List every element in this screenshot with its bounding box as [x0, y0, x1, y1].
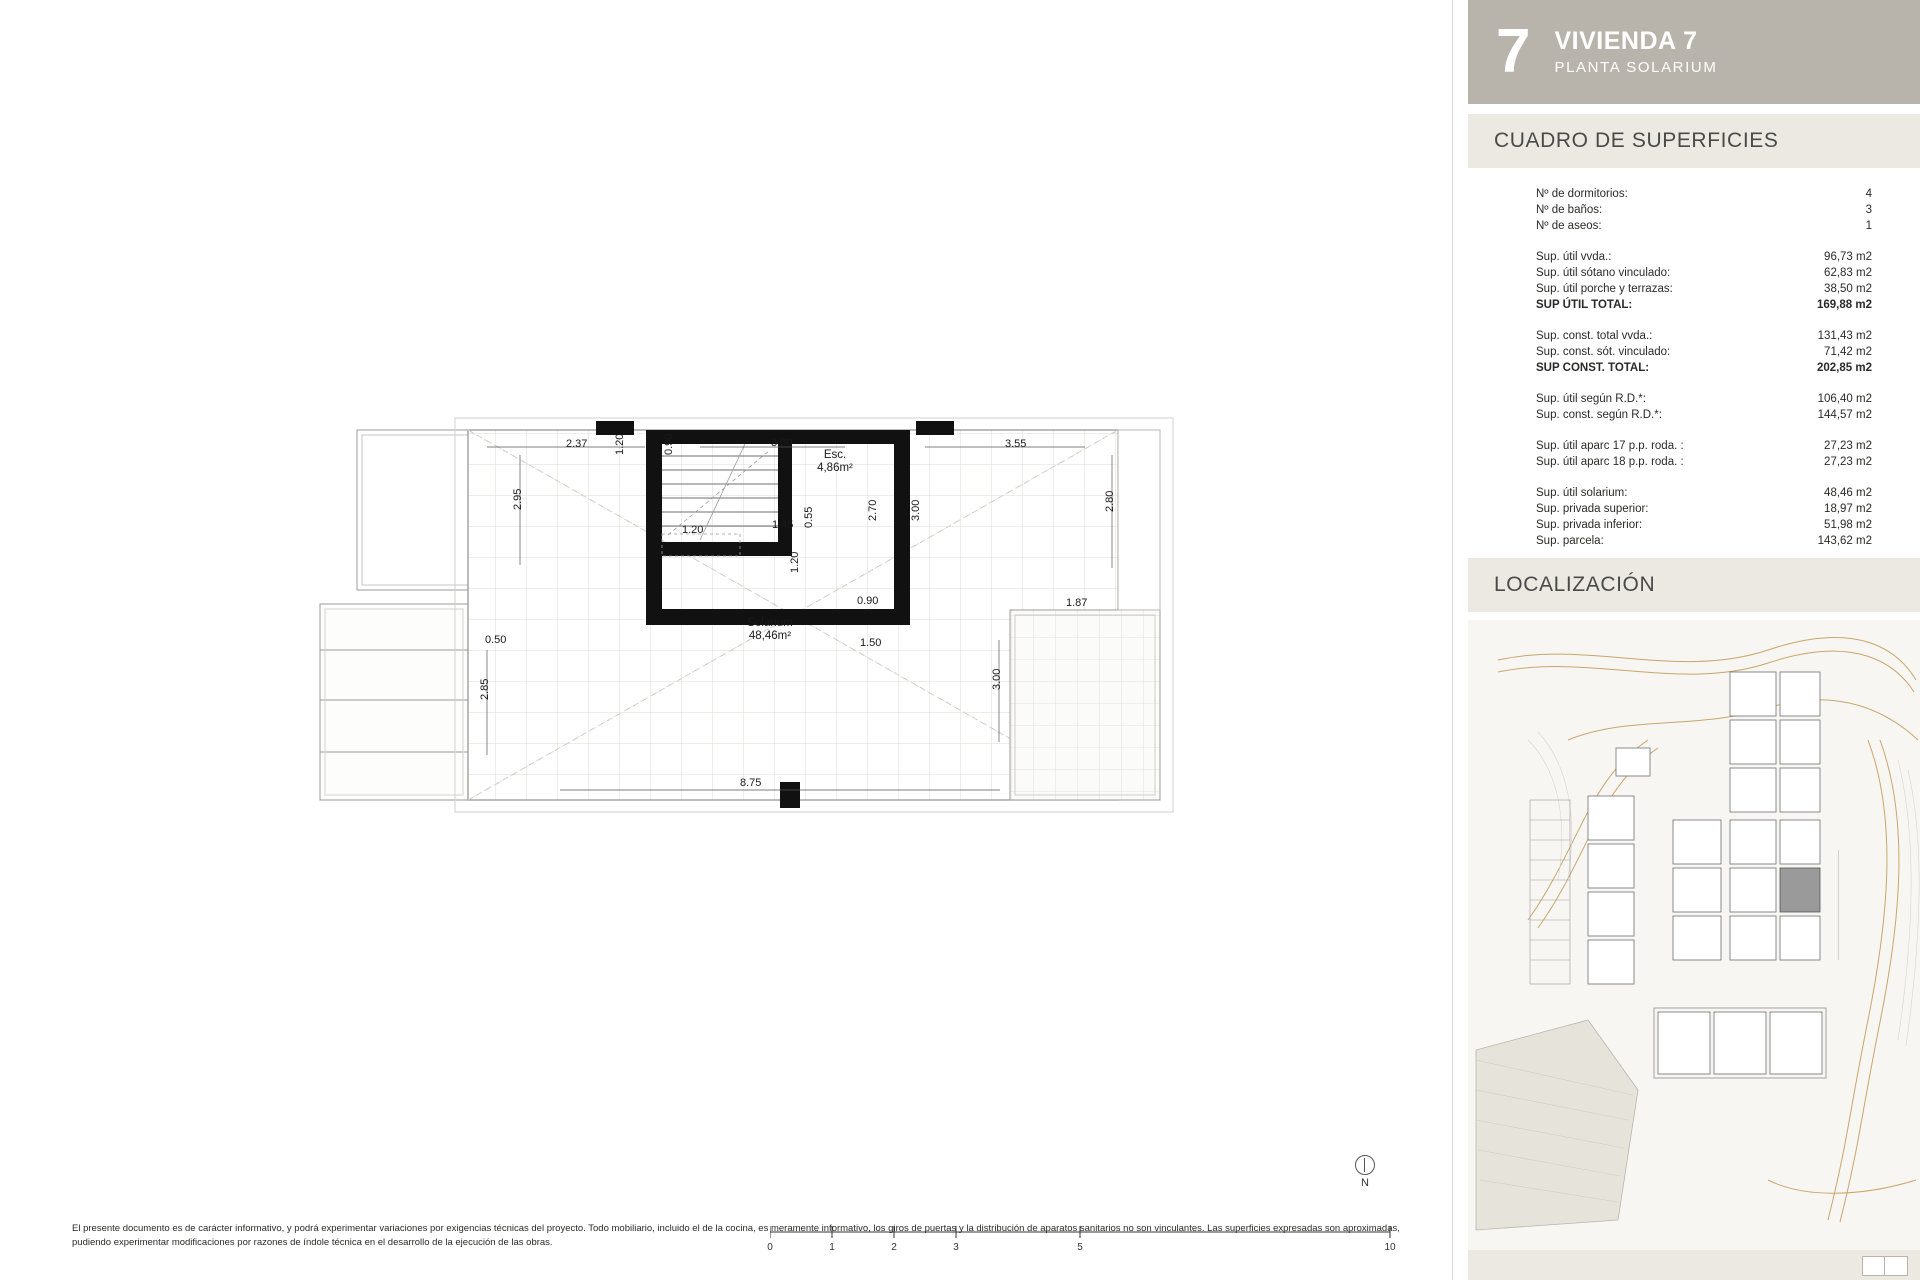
- surfaces-row: [1468, 218, 1920, 234]
- scale-tick: 2: [891, 1242, 897, 1253]
- surfaces-row-label: Sup. const. total vvda.:: [1536, 330, 1653, 342]
- surfaces-row-label: Sup. const. sót. vinculado:: [1536, 346, 1671, 358]
- dimension-label: 1.87: [1066, 597, 1088, 609]
- surfaces-header-label: CUADRO DE SUPERFICIES: [1494, 129, 1779, 152]
- surfaces-row: [1468, 391, 1920, 407]
- surfaces-row: [1468, 344, 1920, 360]
- north-arrow-icon: [1355, 1155, 1375, 1175]
- surfaces-row-value: 143,62 m2: [1817, 535, 1872, 547]
- surfaces-row-value: 169,88 m2: [1817, 299, 1872, 311]
- surfaces-row-label: Nº de aseos:: [1536, 220, 1602, 232]
- dimension-label: 1.20: [682, 524, 704, 536]
- surfaces-row-label: Sup. útil solarium:: [1536, 487, 1628, 499]
- surfaces-row-label: Sup. const. según R.D.*:: [1536, 409, 1662, 421]
- surfaces-row-value: 3: [1865, 204, 1872, 216]
- legend-swatch-box: [1862, 1256, 1908, 1276]
- localization-map: [1468, 620, 1920, 1250]
- surfaces-row-value: 202,85 m2: [1817, 362, 1872, 374]
- map-edge-labels: [1838, 850, 1839, 960]
- scale-tick: 5: [1077, 1242, 1083, 1253]
- surfaces-row-value: 4: [1865, 188, 1872, 200]
- dimension-label: 1.45: [772, 519, 794, 531]
- title-block: [1468, 0, 1920, 104]
- dimension-label: 2.85: [479, 678, 491, 700]
- footer-disclaimer: El presente documento es de carácter informativo, y podrá experimentar variaciones por exigencias técnicas del proyecto. Todo mobiliario, incluido el de la cocina, es meramente informativo, los giros de puertas y la distribución de aparatos sanitarios no son vinculantes. Las superficies expresadas son aproximadas, pudiendo experimentar modificaciones por razones de índole técnica en el desarrollo de la ejecución de las obras.: [72, 1223, 1400, 1248]
- surfaces-row: [1468, 281, 1920, 297]
- surfaces-row: [1468, 202, 1920, 218]
- dimension-label: 2.70: [867, 499, 879, 521]
- scale-tick: 1: [829, 1242, 835, 1253]
- surfaces-section-header: [1468, 114, 1920, 168]
- unit-number: 7: [1496, 17, 1529, 86]
- surfaces-row-value: 106,40 m2: [1817, 393, 1872, 405]
- dimension-label: 0.90: [857, 595, 879, 607]
- surfaces-row-label: Sup. útil aparc 17 p.p. roda. :: [1536, 440, 1684, 452]
- surfaces-row: [1468, 533, 1920, 549]
- surfaces-row-value: 27,23 m2: [1824, 440, 1872, 452]
- surfaces-row-label: Sup. útil vvda.:: [1536, 251, 1612, 263]
- scale-tick: 3: [953, 1242, 959, 1253]
- dimension-label: 3.80: [771, 437, 793, 449]
- surfaces-row: [1468, 517, 1920, 533]
- surfaces-row-label: Nº de baños:: [1536, 204, 1603, 216]
- room-label-solarium: [700, 617, 840, 643]
- surfaces-row-value: 144,57 m2: [1817, 409, 1872, 421]
- surfaces-row-value: 96,73 m2: [1824, 251, 1872, 263]
- surfaces-row: [1468, 186, 1920, 202]
- site-plan-svg: [1468, 620, 1920, 1250]
- dimension-label: 2.95: [512, 488, 524, 510]
- surfaces-spacer: [1468, 234, 1920, 249]
- surfaces-spacer: [1468, 423, 1920, 438]
- surfaces-row: [1468, 265, 1920, 281]
- panel-divider: [1452, 0, 1453, 1280]
- dimension-label: 0.90: [663, 433, 675, 455]
- room-area-solarium: 48,46m²: [748, 630, 792, 642]
- room-label-stair: [790, 449, 880, 475]
- surfaces-row: [1468, 438, 1920, 454]
- north-arrow: [1355, 1155, 1375, 1189]
- surfaces-row-value: 18,97 m2: [1824, 503, 1872, 515]
- surfaces-row: [1468, 485, 1920, 501]
- dimension-label: 1.50: [860, 637, 882, 649]
- north-label: N: [1361, 1177, 1369, 1189]
- dimension-label: 1.20: [614, 433, 626, 455]
- surfaces-row-value: 48,46 m2: [1824, 487, 1872, 499]
- surfaces-row: [1468, 407, 1920, 423]
- dimension-label: 2.37: [566, 438, 588, 450]
- highlighted-unit: [1780, 868, 1820, 912]
- unit-title: VIVIENDA 7: [1554, 27, 1698, 56]
- room-area-stair: 4,86m²: [817, 462, 853, 474]
- surfaces-row-label: Sup. útil aparc 18 p.p. roda. :: [1536, 456, 1684, 468]
- dimension-label: 1.20: [789, 551, 801, 573]
- surfaces-table: [1468, 186, 1920, 549]
- scale-tick: 0: [767, 1242, 773, 1253]
- scale-tick: 10: [1384, 1242, 1396, 1253]
- neighbour-block-bottom: [320, 604, 468, 800]
- surfaces-row-label: SUP CONST. TOTAL:: [1536, 362, 1650, 374]
- surfaces-row: [1468, 328, 1920, 344]
- surfaces-row-value: 71,42 m2: [1824, 346, 1872, 358]
- surfaces-row-label: Sup. útil según R.D.*:: [1536, 393, 1646, 405]
- surfaces-row: [1468, 501, 1920, 517]
- room-name-stair: Esc.: [823, 449, 847, 461]
- surfaces-row-value: 51,98 m2: [1824, 519, 1872, 531]
- unit-subtitle: PLANTA SOLARIUM: [1554, 58, 1718, 76]
- surfaces-row: [1468, 297, 1920, 313]
- dimension-label: 0.55: [803, 506, 815, 528]
- surfaces-row: [1468, 360, 1920, 376]
- surfaces-row-label: Sup. privada inferior:: [1536, 519, 1643, 531]
- surfaces-row: [1468, 249, 1920, 265]
- surfaces-row-label: Sup. útil sótano vinculado:: [1536, 267, 1671, 279]
- dimension-label: 3.00: [910, 499, 922, 521]
- surfaces-spacer: [1468, 313, 1920, 328]
- info-panel: [1452, 0, 1920, 1280]
- surfaces-row-value: 38,50 m2: [1824, 283, 1872, 295]
- surfaces-row-label: SUP ÚTIL TOTAL:: [1536, 299, 1633, 311]
- surfaces-row-value: 131,43 m2: [1817, 330, 1872, 342]
- dimension-label: 0.50: [485, 634, 507, 646]
- localization-section-header: [1468, 558, 1920, 612]
- title-text-group: [1554, 28, 1717, 75]
- map-footer-bar: [1468, 1250, 1920, 1280]
- dimension-label: 2.80: [1104, 490, 1116, 512]
- surfaces-row-label: Sup. parcela:: [1536, 535, 1604, 547]
- surfaces-spacer: [1468, 470, 1920, 485]
- dimension-label: 8.75: [740, 777, 762, 789]
- surfaces-row-label: Sup. privada superior:: [1536, 503, 1649, 515]
- surfaces-row: [1468, 454, 1920, 470]
- dimension-label: 3.00: [991, 668, 1003, 690]
- surfaces-row-label: Sup. útil porche y terrazas:: [1536, 283, 1673, 295]
- dimension-label: 3.55: [1005, 438, 1027, 450]
- neighbour-block-top: [357, 430, 473, 590]
- localization-header-label: LOCALIZACIÓN: [1494, 573, 1656, 596]
- surfaces-spacer: [1468, 376, 1920, 391]
- surfaces-row-value: 1: [1865, 220, 1872, 232]
- room-name-solarium: Solarium: [747, 617, 793, 629]
- surfaces-row-value: 62,83 m2: [1824, 267, 1872, 279]
- surfaces-row-value: 27,23 m2: [1824, 456, 1872, 468]
- surfaces-row-label: Nº de dormitorios:: [1536, 188, 1628, 200]
